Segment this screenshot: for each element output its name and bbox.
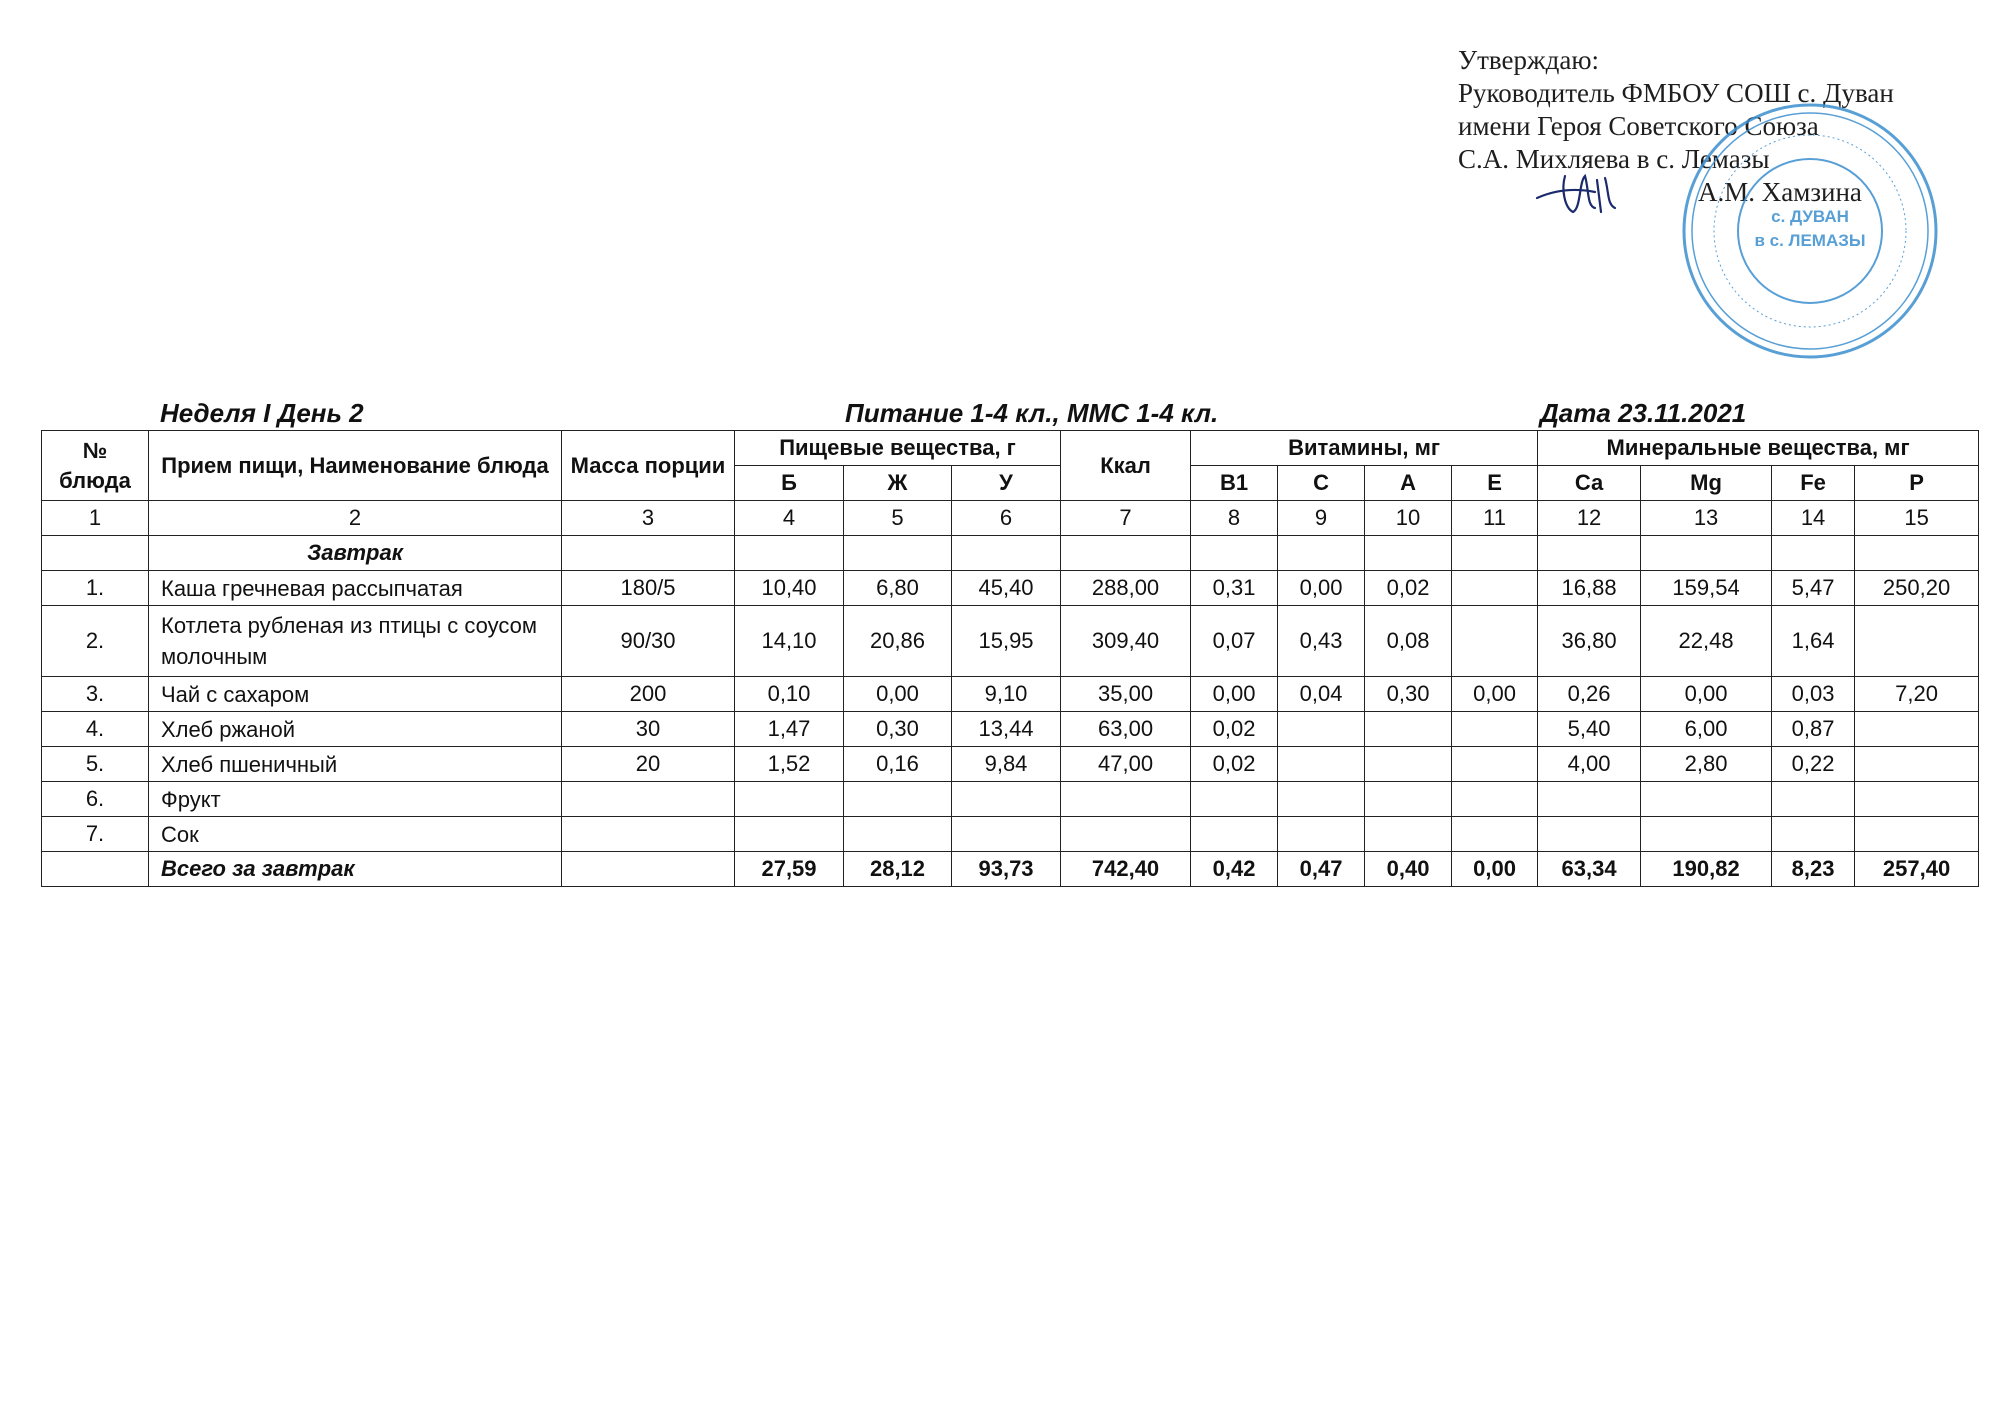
header-mass: Масса порции [562, 431, 735, 501]
total-cell: 257,40 [1855, 852, 1979, 887]
header-protein: Б [735, 466, 844, 501]
total-row [42, 852, 1979, 887]
date-label: Дата 23.11.2021 [1540, 398, 1747, 428]
total-cell: 190,82 [1641, 852, 1772, 887]
dish-number: 4. [42, 712, 149, 747]
value-cell: 36,80 [1538, 606, 1641, 677]
column-number: 6 [952, 501, 1061, 536]
value-cell [735, 782, 844, 817]
dish-name: Фрукт [149, 782, 562, 817]
header-num: № блюда [42, 431, 149, 501]
value-cell: 0,16 [844, 747, 952, 782]
value-cell [1365, 782, 1452, 817]
value-cell [1452, 817, 1538, 852]
value-cell: 9,84 [952, 747, 1061, 782]
header-b1: В1 [1191, 466, 1278, 501]
portion-mass: 90/30 [562, 606, 735, 677]
stamp-center-line: с. ДУВАН [1771, 207, 1849, 226]
header-name: Прием пищи, Наименование блюда [149, 431, 562, 501]
value-cell [844, 817, 952, 852]
value-cell [1855, 817, 1979, 852]
value-cell [735, 817, 844, 852]
dish-number: 5. [42, 747, 149, 782]
value-cell [952, 817, 1061, 852]
column-number: 11 [1452, 501, 1538, 536]
value-cell: 288,00 [1061, 571, 1191, 606]
dish-number: 1. [42, 571, 149, 606]
value-cell: 0,00 [1278, 571, 1365, 606]
value-cell: 0,00 [844, 677, 952, 712]
value-cell [1452, 712, 1538, 747]
total-cell: 93,73 [952, 852, 1061, 887]
signature-icon [1535, 168, 1625, 220]
total-cell: 0,00 [1452, 852, 1538, 887]
value-cell [1278, 782, 1365, 817]
value-cell: 10,40 [735, 571, 844, 606]
dish-name: Хлеб пшеничный [149, 747, 562, 782]
header-fat: Ж [844, 466, 952, 501]
value-cell: 0,43 [1278, 606, 1365, 677]
total-label: Всего за завтрак [149, 852, 562, 887]
column-number: 15 [1855, 501, 1979, 536]
dish-name: Чай с сахаром [149, 677, 562, 712]
stamp-center-line: в с. ЛЕМАЗЫ [1754, 231, 1866, 250]
portion-mass [562, 817, 735, 852]
section-row [42, 536, 1979, 571]
value-cell [952, 782, 1061, 817]
dish-name: Сок [149, 817, 562, 852]
value-cell: 0,08 [1365, 606, 1452, 677]
portion-mass: 20 [562, 747, 735, 782]
column-number: 9 [1278, 501, 1365, 536]
approval-signer: А.М. Хамзина [1698, 177, 1862, 207]
column-number: 1 [42, 501, 149, 536]
school-stamp-icon [1675, 100, 1945, 362]
value-cell [1278, 712, 1365, 747]
total-cell: 63,34 [1538, 852, 1641, 887]
table-row [42, 747, 1979, 782]
value-cell: 0,00 [1641, 677, 1772, 712]
value-cell [1538, 817, 1641, 852]
dish-name: Каша гречневая рассыпчатая [149, 571, 562, 606]
header-fe: Fe [1772, 466, 1855, 501]
value-cell: 63,00 [1061, 712, 1191, 747]
meal-group-label: Питание 1-4 кл., ММС 1-4 кл. [845, 398, 1219, 428]
total-cell: 0,47 [1278, 852, 1365, 887]
value-cell: 4,00 [1538, 747, 1641, 782]
table-row [42, 571, 1979, 606]
value-cell: 0,07 [1191, 606, 1278, 677]
header-a: А [1365, 466, 1452, 501]
value-cell: 15,95 [952, 606, 1061, 677]
value-cell [1452, 606, 1538, 677]
value-cell: 0,02 [1191, 747, 1278, 782]
value-cell: 0,04 [1278, 677, 1365, 712]
value-cell: 0,02 [1365, 571, 1452, 606]
value-cell: 0,00 [1191, 677, 1278, 712]
value-cell [1365, 747, 1452, 782]
dish-name: Хлеб ржаной [149, 712, 562, 747]
value-cell: 0,03 [1772, 677, 1855, 712]
value-cell: 0,31 [1191, 571, 1278, 606]
table-row [42, 606, 1979, 677]
header-p: Р [1855, 466, 1979, 501]
portion-mass: 200 [562, 677, 735, 712]
value-cell [1365, 817, 1452, 852]
value-cell: 250,20 [1855, 571, 1979, 606]
column-number: 8 [1191, 501, 1278, 536]
value-cell: 5,40 [1538, 712, 1641, 747]
approval-line: Утверждаю: [1458, 45, 1600, 75]
table-row [42, 712, 1979, 747]
header-c: С [1278, 466, 1365, 501]
value-cell [1855, 747, 1979, 782]
value-cell: 9,10 [952, 677, 1061, 712]
column-number: 13 [1641, 501, 1772, 536]
value-cell [1452, 782, 1538, 817]
value-cell: 0,00 [1452, 677, 1538, 712]
value-cell: 22,48 [1641, 606, 1772, 677]
value-cell: 0,26 [1538, 677, 1641, 712]
dish-number: 3. [42, 677, 149, 712]
section-label: Завтрак [149, 536, 562, 571]
column-number: 7 [1061, 501, 1191, 536]
value-cell [1855, 606, 1979, 677]
approval-line: имени Героя Советского Союза [1458, 111, 1819, 141]
approval-line: Руководитель ФМБОУ СОШ с. Дуван [1458, 78, 1894, 108]
value-cell: 159,54 [1641, 571, 1772, 606]
value-cell [844, 782, 952, 817]
value-cell: 7,20 [1855, 677, 1979, 712]
value-cell [1772, 782, 1855, 817]
table-heading [0, 398, 2000, 432]
header-kcal: Ккал [1061, 431, 1191, 501]
value-cell: 0,87 [1772, 712, 1855, 747]
total-cell: 8,23 [1772, 852, 1855, 887]
dish-number: 2. [42, 606, 149, 677]
value-cell [1538, 782, 1641, 817]
value-cell: 35,00 [1061, 677, 1191, 712]
menu-table [41, 430, 1979, 887]
column-number: 3 [562, 501, 735, 536]
total-cell: 0,42 [1191, 852, 1278, 887]
week-day-label: Неделя I День 2 [160, 398, 364, 428]
value-cell [1641, 782, 1772, 817]
value-cell [1061, 782, 1191, 817]
value-cell [1641, 817, 1772, 852]
column-number: 14 [1772, 501, 1855, 536]
value-cell: 13,44 [952, 712, 1061, 747]
value-cell: 0,02 [1191, 712, 1278, 747]
value-cell: 6,00 [1641, 712, 1772, 747]
header-minerals: Минеральные вещества, мг [1538, 431, 1979, 466]
portion-mass: 30 [562, 712, 735, 747]
value-cell: 45,40 [952, 571, 1061, 606]
total-cell: 28,12 [844, 852, 952, 887]
table-row [42, 677, 1979, 712]
dish-name: Котлета рубленая из птицы с соусом молочным [149, 606, 562, 677]
value-cell: 6,80 [844, 571, 952, 606]
value-cell [1452, 571, 1538, 606]
value-cell: 2,80 [1641, 747, 1772, 782]
header-e: Е [1452, 466, 1538, 501]
portion-mass: 180/5 [562, 571, 735, 606]
header-nutrients: Пищевые вещества, г [735, 431, 1061, 466]
dish-number: 6. [42, 782, 149, 817]
value-cell [1278, 747, 1365, 782]
value-cell: 1,52 [735, 747, 844, 782]
column-number: 2 [149, 501, 562, 536]
total-cell: 27,59 [735, 852, 844, 887]
value-cell: 0,30 [1365, 677, 1452, 712]
value-cell: 0,10 [735, 677, 844, 712]
value-cell: 1,47 [735, 712, 844, 747]
header-vitamins: Витамины, мг [1191, 431, 1538, 466]
value-cell [1365, 712, 1452, 747]
column-number: 4 [735, 501, 844, 536]
approval-line: С.А. Михляева в с. Лемазы [1458, 144, 1770, 174]
value-cell: 1,64 [1772, 606, 1855, 677]
value-cell: 20,86 [844, 606, 952, 677]
value-cell [1855, 782, 1979, 817]
column-number: 12 [1538, 501, 1641, 536]
header-carbs: У [952, 466, 1061, 501]
column-number: 10 [1365, 501, 1452, 536]
table-row [42, 782, 1979, 817]
column-number: 5 [844, 501, 952, 536]
dish-number: 7. [42, 817, 149, 852]
value-cell [1278, 817, 1365, 852]
total-cell: 0,40 [1365, 852, 1452, 887]
header-ca: Са [1538, 466, 1641, 501]
header-mg: Mg [1641, 466, 1772, 501]
column-number-row [42, 501, 1979, 536]
value-cell [1452, 747, 1538, 782]
value-cell [1191, 782, 1278, 817]
value-cell [1772, 817, 1855, 852]
value-cell: 0,30 [844, 712, 952, 747]
total-cell: 742,40 [1061, 852, 1191, 887]
value-cell: 16,88 [1538, 571, 1641, 606]
value-cell [1855, 712, 1979, 747]
value-cell [1061, 817, 1191, 852]
value-cell: 5,47 [1772, 571, 1855, 606]
value-cell: 14,10 [735, 606, 844, 677]
value-cell: 47,00 [1061, 747, 1191, 782]
portion-mass [562, 782, 735, 817]
value-cell: 309,40 [1061, 606, 1191, 677]
value-cell: 0,22 [1772, 747, 1855, 782]
table-row [42, 817, 1979, 852]
value-cell [1191, 817, 1278, 852]
